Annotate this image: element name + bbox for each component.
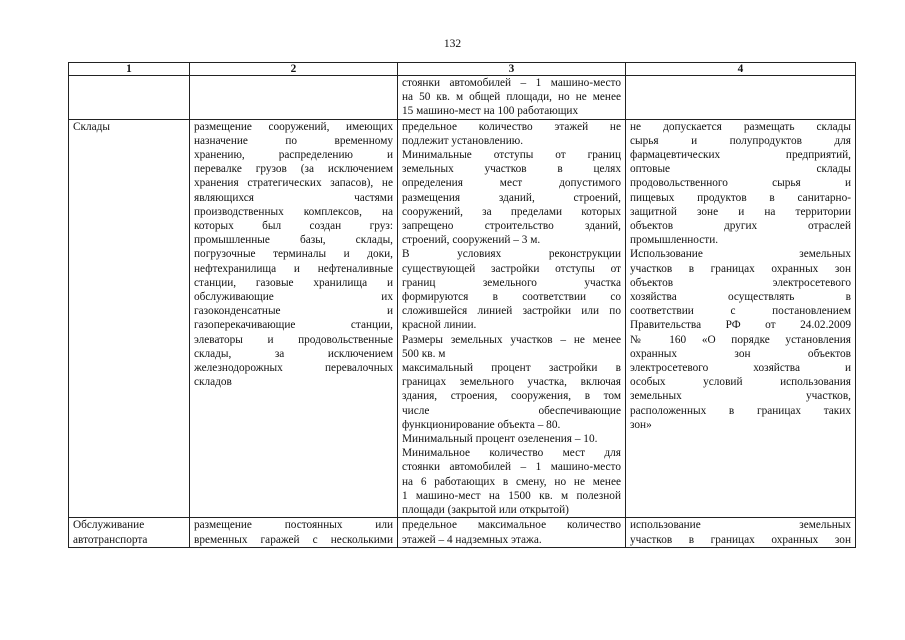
text-line: перевалке грузов (за исключением <box>194 163 393 176</box>
text-line: размещение постоянных или <box>194 519 393 532</box>
text-line: площади (закрытой или открытой) <box>402 504 569 517</box>
text-line: электросетевого хозяйства и <box>630 362 851 375</box>
text-line: временных гаражей с несколькими <box>194 533 393 546</box>
cell-parameters <box>398 119 626 518</box>
page-number: 132 <box>443 38 462 50</box>
text-line: охранных зон объектов <box>630 347 851 360</box>
text-line: назначение по временному <box>194 134 393 147</box>
text-line: промышленности. <box>630 234 719 247</box>
text-line: особых условий использования <box>630 376 851 389</box>
text-line: максимальный процент застройки в <box>402 362 621 375</box>
text-line: продовольственного сырья и <box>630 177 851 190</box>
text-line: нефтехранилища и нефтеналивные <box>194 262 393 275</box>
text-line: защитной зоне и на территории <box>630 205 851 218</box>
text-line: станции, газовые хранилища и <box>194 276 393 289</box>
text-line: Минимальные отступы от границ <box>402 149 621 162</box>
cell-parameters <box>398 76 626 120</box>
text-line: использование земельных <box>630 519 851 532</box>
table-row <box>69 119 856 518</box>
text-line: В условиях реконструкции <box>402 248 621 261</box>
text-line: железнодорожных перевалочных <box>194 362 393 375</box>
text-line: не допускается размещать склады <box>630 120 851 133</box>
text-line: предельное количество этажей не <box>402 120 621 133</box>
cell-use-type <box>69 518 190 547</box>
text-line: Минимальное количество мест для <box>402 447 621 460</box>
text-line: размещение сооружений, имеющих <box>194 120 393 133</box>
text-line: расположенных в границах таких <box>630 404 851 417</box>
text-line: объектов электросетевого <box>630 276 851 289</box>
text-line: объектов других отраслей <box>630 220 851 233</box>
text-line: Минимальный процент озеленения – 10. <box>402 433 598 446</box>
text-line: обслуживающие их <box>194 291 393 304</box>
text-line: которых был создан груз: <box>194 220 393 233</box>
text-line: стоянки автомобилей – 1 машино-место <box>402 461 621 474</box>
text-line: 15 машино-мест на 100 работающих <box>402 105 579 118</box>
text-line: размещения зданий, строений, <box>402 191 621 204</box>
text-line: здания, строения, сооружения, в том <box>402 390 621 403</box>
text-line: соответствии с постановлением <box>630 305 851 318</box>
text-line: склады, за исключением <box>194 347 393 360</box>
cell-use-type <box>69 76 190 120</box>
cell-description <box>190 76 398 120</box>
text-line: зон» <box>630 418 652 431</box>
column-header-4: 4 <box>626 63 856 76</box>
text-line: газоперекачивающие станции, <box>194 319 393 332</box>
text-line: являющихся частями <box>194 191 393 204</box>
text-line: участков в границах охранных зон <box>630 533 851 546</box>
text-line: погрузочные терминалы и доки, <box>194 248 393 261</box>
text-line: промышленные базы, склады, <box>194 234 393 247</box>
text-line: на 6 работающих в смену, но не менее <box>402 475 621 488</box>
text-line: этажей – 4 надземных этажа. <box>402 533 542 546</box>
text-line: газоконденсатные и <box>194 305 393 318</box>
text-line: Использование земельных <box>630 248 851 261</box>
text-line: на 50 кв. м общей площади, но не менее <box>402 91 621 104</box>
zoning-regulations-table <box>68 62 856 548</box>
text-line: границ земельного участка <box>402 276 621 289</box>
text-line: формируются в соответствии со <box>402 291 621 304</box>
text-line: складов <box>194 376 232 389</box>
text-line: элеваторы и продовольственные <box>194 333 393 346</box>
text-line: участков в границах охранных зон <box>630 262 851 275</box>
text-line: хранению, распределению и <box>194 149 393 162</box>
table-row <box>69 76 856 120</box>
text-line: хранения стратегических запасов), не <box>194 177 393 190</box>
text-line: фармацевтических предприятий, <box>630 149 851 162</box>
table-row <box>69 518 856 547</box>
cell-restrictions <box>626 119 856 518</box>
text-line: сооружений, за пределами которых <box>402 205 621 218</box>
column-header-2: 2 <box>190 63 398 76</box>
text-line: существующей застройки отступы от <box>402 262 621 275</box>
text-line: № 160 «О порядке установления <box>630 333 851 346</box>
text-line: стоянки автомобилей – 1 машино-место <box>402 77 621 89</box>
text-line: сырья и полупродуктов для <box>630 134 851 147</box>
cell-parameters <box>398 518 626 547</box>
cell-restrictions <box>626 518 856 547</box>
text-line: определения мест допустимого <box>402 177 621 190</box>
text-line: границах земельного участка, включая <box>402 376 621 389</box>
column-header-1: 1 <box>69 63 190 76</box>
table-header-row <box>69 63 856 76</box>
cell-description <box>190 518 398 547</box>
text-line: предельное максимальное количество <box>402 519 621 532</box>
column-header-3: 3 <box>398 63 626 76</box>
text-line: строений, сооружений – 3 м. <box>402 234 541 247</box>
text-line: Размеры земельных участков – не менее <box>402 333 621 346</box>
text-line: пищевых продуктов в санитарно- <box>630 191 851 204</box>
text-line: оптовые склады <box>630 163 851 176</box>
text-line: подлежит установлению. <box>402 134 524 147</box>
text-line: запрещено строительство зданий, <box>402 220 621 233</box>
text-line: 500 кв. м <box>402 347 446 360</box>
text-line: земельных участков, <box>630 390 851 403</box>
text-line: хозяйства осуществлять в <box>630 291 851 304</box>
text-line: земельных участков в целях <box>402 163 621 176</box>
text-line: числе обеспечивающие <box>402 404 621 417</box>
cell-restrictions <box>626 76 856 120</box>
cell-description <box>190 119 398 518</box>
text-line: функционирование объекта – 80. <box>402 418 561 431</box>
text-line: 1 машино-мест на 1500 кв. м полезной <box>402 489 621 502</box>
text-line: Обслуживание <box>73 519 145 532</box>
text-line: сложившейся линией застройки или по <box>402 305 621 318</box>
text-line: автотранспорта <box>73 533 148 546</box>
cell-use-type: Склады <box>69 119 190 518</box>
text-line: красной линии. <box>402 319 477 332</box>
text-line: Правительства РФ от 24.02.2009 <box>630 319 851 332</box>
text-line: производственных комплексов, на <box>194 205 393 218</box>
